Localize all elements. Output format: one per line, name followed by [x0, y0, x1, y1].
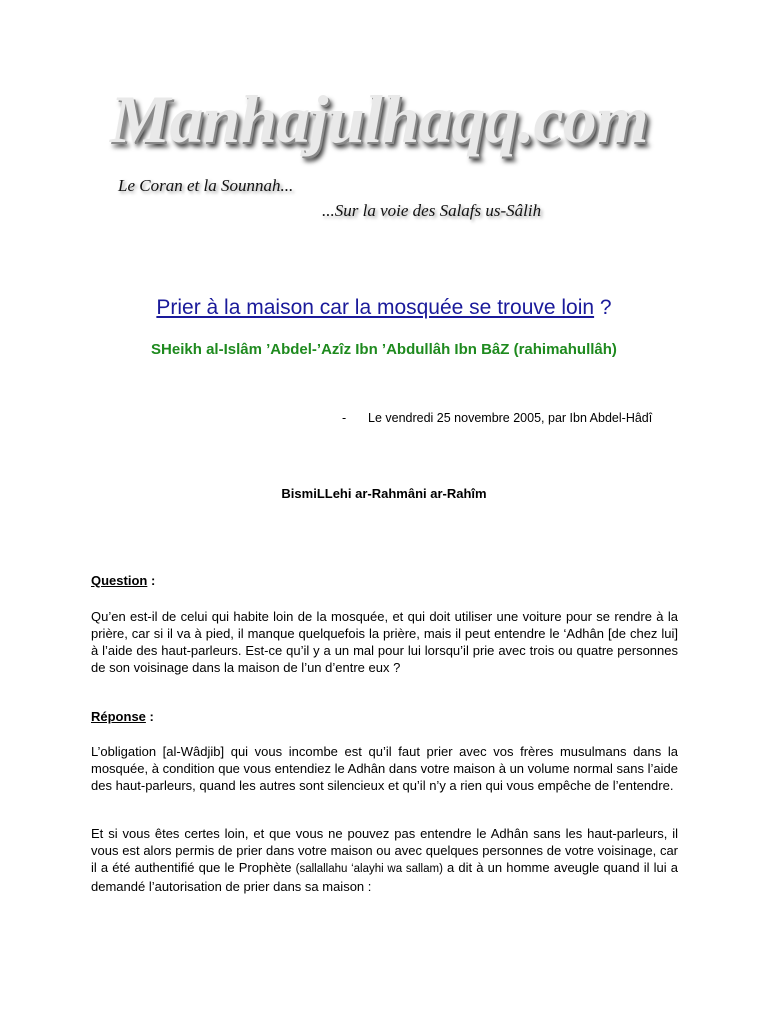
article-author: SHeikh al-Islâm ’Abdel-’Azîz Ibn ’Abdullâh Ibn BâZ (rahimahullâh) — [151, 341, 617, 358]
question-label-colon: : — [147, 573, 156, 588]
article-title — [0, 296, 768, 320]
answer-p2-end: a dit à un homme aveugle quand il lui a demandé l’autorisation de prier dans sa maison : — [91, 860, 678, 894]
logo-tagline-2: ...Sur la voie des Salafs us-Sâlih — [322, 201, 542, 220]
answer-p2-start: Et si vous êtes certes loin, et que vous ne pouvez pas entendre le Adhân sans les haut-parleurs, il vous est alors permis de prier dans votre maison ou avec quelques personnes de votre voisinage, car il a été authentifié que le Prophète — [91, 826, 678, 875]
logo-title: Manhajulhaqq.com — [110, 81, 648, 157]
date-text: Le vendredi 25 novembre 2005, par Ibn Abdel-Hâdî — [368, 411, 653, 425]
bismillah-heading: BismiLLehi ar-Rahmâni ar-Rahîm — [281, 486, 487, 501]
article-title-suffix: ? — [594, 296, 612, 319]
site-logo — [100, 78, 648, 238]
question-label — [91, 573, 155, 588]
answer-label-colon: : — [145, 709, 154, 724]
article-title-link[interactable]: Prier à la maison car la mosquée se trouve loin — [156, 296, 595, 319]
question-paragraph: Qu’en est-il de celui qui habite loin de la mosquée, et qui doit utiliser une voiture pour se rendre à la prière, car si il va à pied, il manque quelquefois la prière, mais il peut entendre le ‘Adhân [de chez lui] à l’aide des haut-parleurs. Est-ce qu’il y a un mal pour lui lorsqu’il prie avec trois ou quatre personnes de son voisinage dans la maison de l’un d’entre eux ? — [91, 609, 678, 675]
answer-paragraph-1: L’obligation [al-Wâdjib] qui vous incombe est qu’il faut prier avec vos frères musulmans dans la mosquée, à condition que vous entendiez le Adhân dans votre maison à un volume normal sans l’aide des haut-parleurs, quand les autres sont silencieux et qu’il n’y a rien qui vous empêche de l’entendre. — [91, 744, 678, 793]
logo-tagline-1: Le Coran et la Sounnah... — [118, 176, 294, 195]
answer-label-text: Réponse — [91, 709, 146, 724]
answer-paragraph-2 — [91, 825, 678, 895]
question-label-text: Question — [91, 573, 148, 588]
publication-date — [342, 411, 652, 425]
answer-label — [91, 709, 154, 724]
date-bullet: - — [342, 411, 347, 425]
salutation-text: (sallallahu ‘alayhi wa sallam) — [295, 863, 443, 875]
